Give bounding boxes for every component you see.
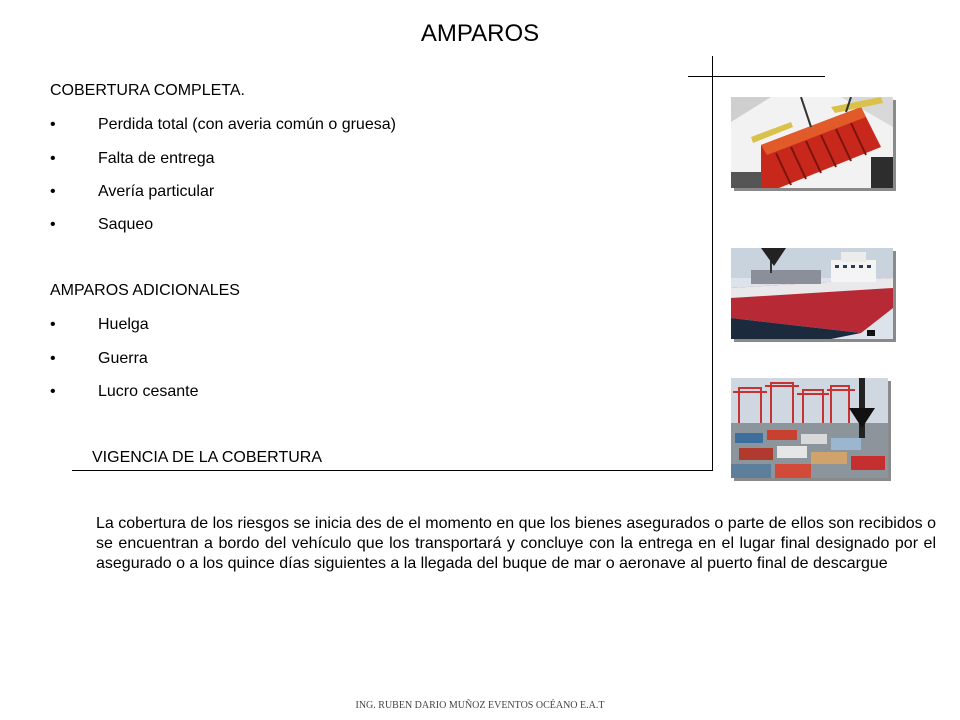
container-crane-photo-icon [731,97,893,188]
page-title: AMPAROS [420,20,540,47]
footer-credit: ING. RUBEN DARIO MUÑOZ EVENTOS OCÉANO E.A.T [355,700,605,711]
bullet: • [50,350,56,367]
bullet: • [50,183,56,200]
frame-vertical-line [712,56,713,470]
bullet: • [50,316,56,333]
port-terminal-photo-icon [731,378,888,478]
cargo-ship-photo-icon [731,248,893,339]
list-item-label: Falta de entrega [98,150,215,167]
vigencia-heading: VIGENCIA DE LA COBERTURA [92,449,322,466]
bullet: • [50,150,56,167]
frame-bottom-line [72,470,713,471]
bullet: • [50,216,56,233]
list-item-label: Perdida total (con averia común o gruesa) [98,116,396,133]
bullet: • [50,383,56,400]
list-item-label: Saqueo [98,216,154,233]
list-item-label: Lucro cesante [98,383,199,400]
list-item-label: Guerra [98,350,148,367]
adicionales-heading: AMPAROS ADICIONALES [50,282,240,299]
vigencia-paragraph: La cobertura de los riesgos se inicia des de el momento en que los bienes asegurados o parte de ellos son recibidos o se encuentran a bordo del vehículo que los transportará y concluye con la entrega en el lugar final designado por el asegurado o a los quince días siguientes a la llegada del buque de mar o aeronave al puerto final de descargue [96,515,936,572]
cobertura-heading: COBERTURA COMPLETA. [50,82,245,99]
list-item-label: Huelga [98,316,149,333]
bullet: • [50,116,56,133]
frame-top-line [688,76,825,77]
list-item-label: Avería particular [98,183,215,200]
